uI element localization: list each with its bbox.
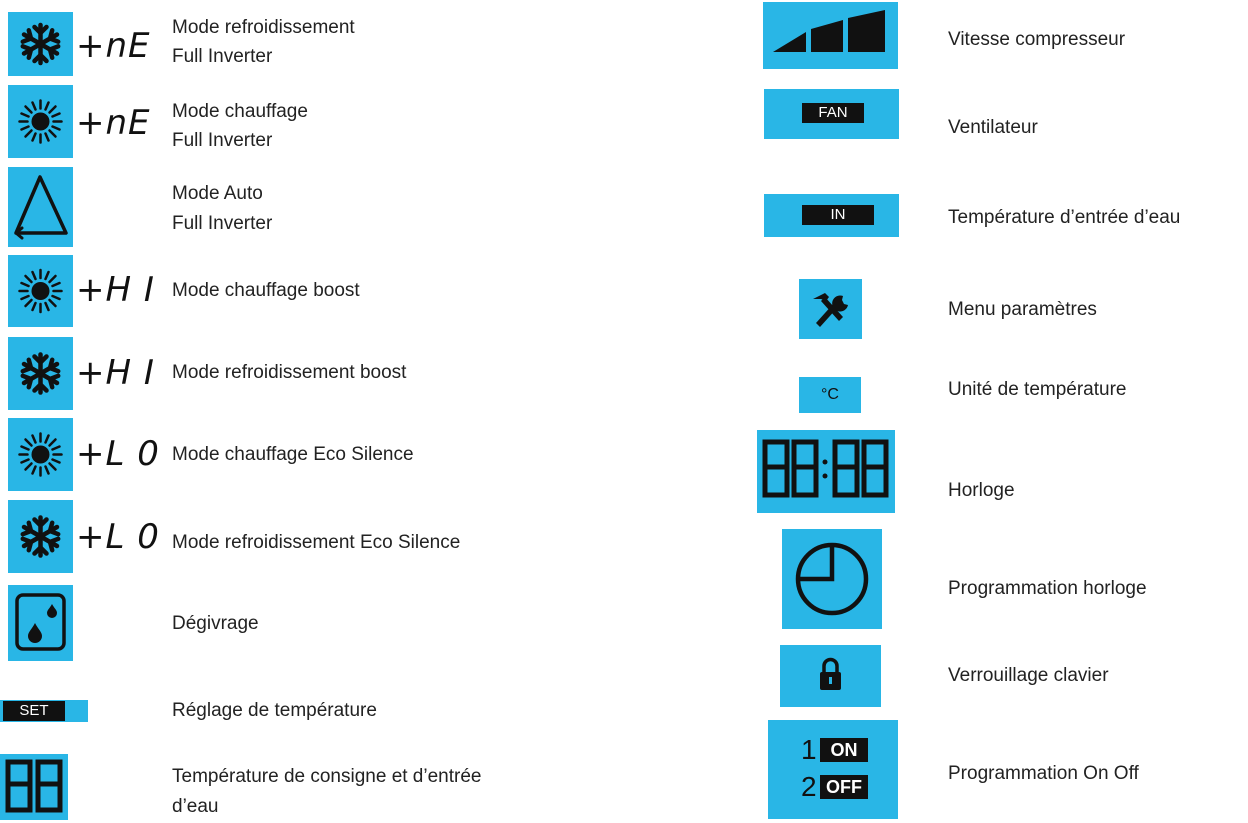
- celsius-icon: [799, 377, 861, 413]
- legend-label: Menu paramètres: [948, 299, 1097, 320]
- tools-icon: [799, 279, 862, 339]
- legend-label: Dégivrage: [172, 613, 259, 634]
- legend-sublabel: Full Inverter: [172, 46, 273, 67]
- compressor-bars-icon: [763, 2, 898, 69]
- legend-label: Vitesse compresseur: [948, 29, 1126, 50]
- clock-dial-icon: [782, 529, 882, 629]
- snowflake-icon: [8, 337, 73, 410]
- sun-icon: [8, 418, 73, 491]
- legend-label: Température de consigne et d’entrée: [172, 766, 482, 787]
- legend-label: Horloge: [948, 480, 1015, 501]
- on-off-icon: [768, 720, 898, 819]
- legend-label: Réglage de température: [172, 700, 377, 721]
- fan-tag: FAN: [802, 103, 864, 123]
- sun-icon: [8, 85, 73, 158]
- mode-suffix: +H I: [76, 353, 155, 393]
- mode-suffix: +nE: [76, 26, 151, 66]
- mode-suffix: +L 0: [76, 434, 160, 474]
- legend-label: Mode chauffage: [172, 101, 308, 122]
- legend-label: Température d’entrée d’eau: [948, 207, 1181, 228]
- program-1-number: 1: [801, 734, 817, 765]
- lock-icon: [780, 645, 881, 707]
- sun-icon: [8, 255, 73, 327]
- legend-sublabel: Full Inverter: [172, 213, 273, 234]
- snowflake-icon: [8, 500, 73, 573]
- mode-suffix: +nE: [76, 103, 151, 143]
- snowflake-icon: [8, 12, 73, 76]
- in-tag: IN: [802, 205, 874, 225]
- on-tag: ON: [820, 738, 868, 762]
- auto-triangle-icon: [8, 167, 73, 247]
- legend-label: Unité de température: [948, 379, 1127, 400]
- mode-suffix: +H I: [76, 270, 155, 310]
- program-2-number: 2: [801, 771, 817, 802]
- off-tag: OFF: [820, 775, 868, 799]
- legend-label: Ventilateur: [948, 117, 1038, 138]
- legend-label: Mode refroidissement boost: [172, 362, 407, 383]
- celsius-label: °C: [821, 386, 839, 403]
- legend-sublabel: Full Inverter: [172, 130, 273, 151]
- legend-label: Mode refroidissement: [172, 17, 355, 38]
- legend-label: Mode Auto: [172, 183, 263, 204]
- clock-digits-icon: [757, 430, 895, 513]
- legend-label: Mode refroidissement Eco Silence: [172, 532, 461, 553]
- legend-label: Verrouillage clavier: [948, 665, 1109, 686]
- in-tag-icon: [764, 194, 899, 237]
- legend-label: Mode chauffage boost: [172, 280, 360, 301]
- legend-label: Programmation On Off: [948, 763, 1139, 784]
- set-tag: SET: [3, 701, 65, 721]
- legend-label: Programmation horloge: [948, 578, 1147, 599]
- two-digit-display-icon: [0, 754, 68, 820]
- set-tag-icon: [0, 700, 88, 722]
- fan-tag-icon: [764, 89, 899, 139]
- legend-sublabel: d’eau: [172, 796, 219, 817]
- mode-suffix: +L 0: [76, 517, 160, 557]
- defrost-drops-icon: [8, 585, 73, 661]
- legend-label: Mode chauffage Eco Silence: [172, 444, 414, 465]
